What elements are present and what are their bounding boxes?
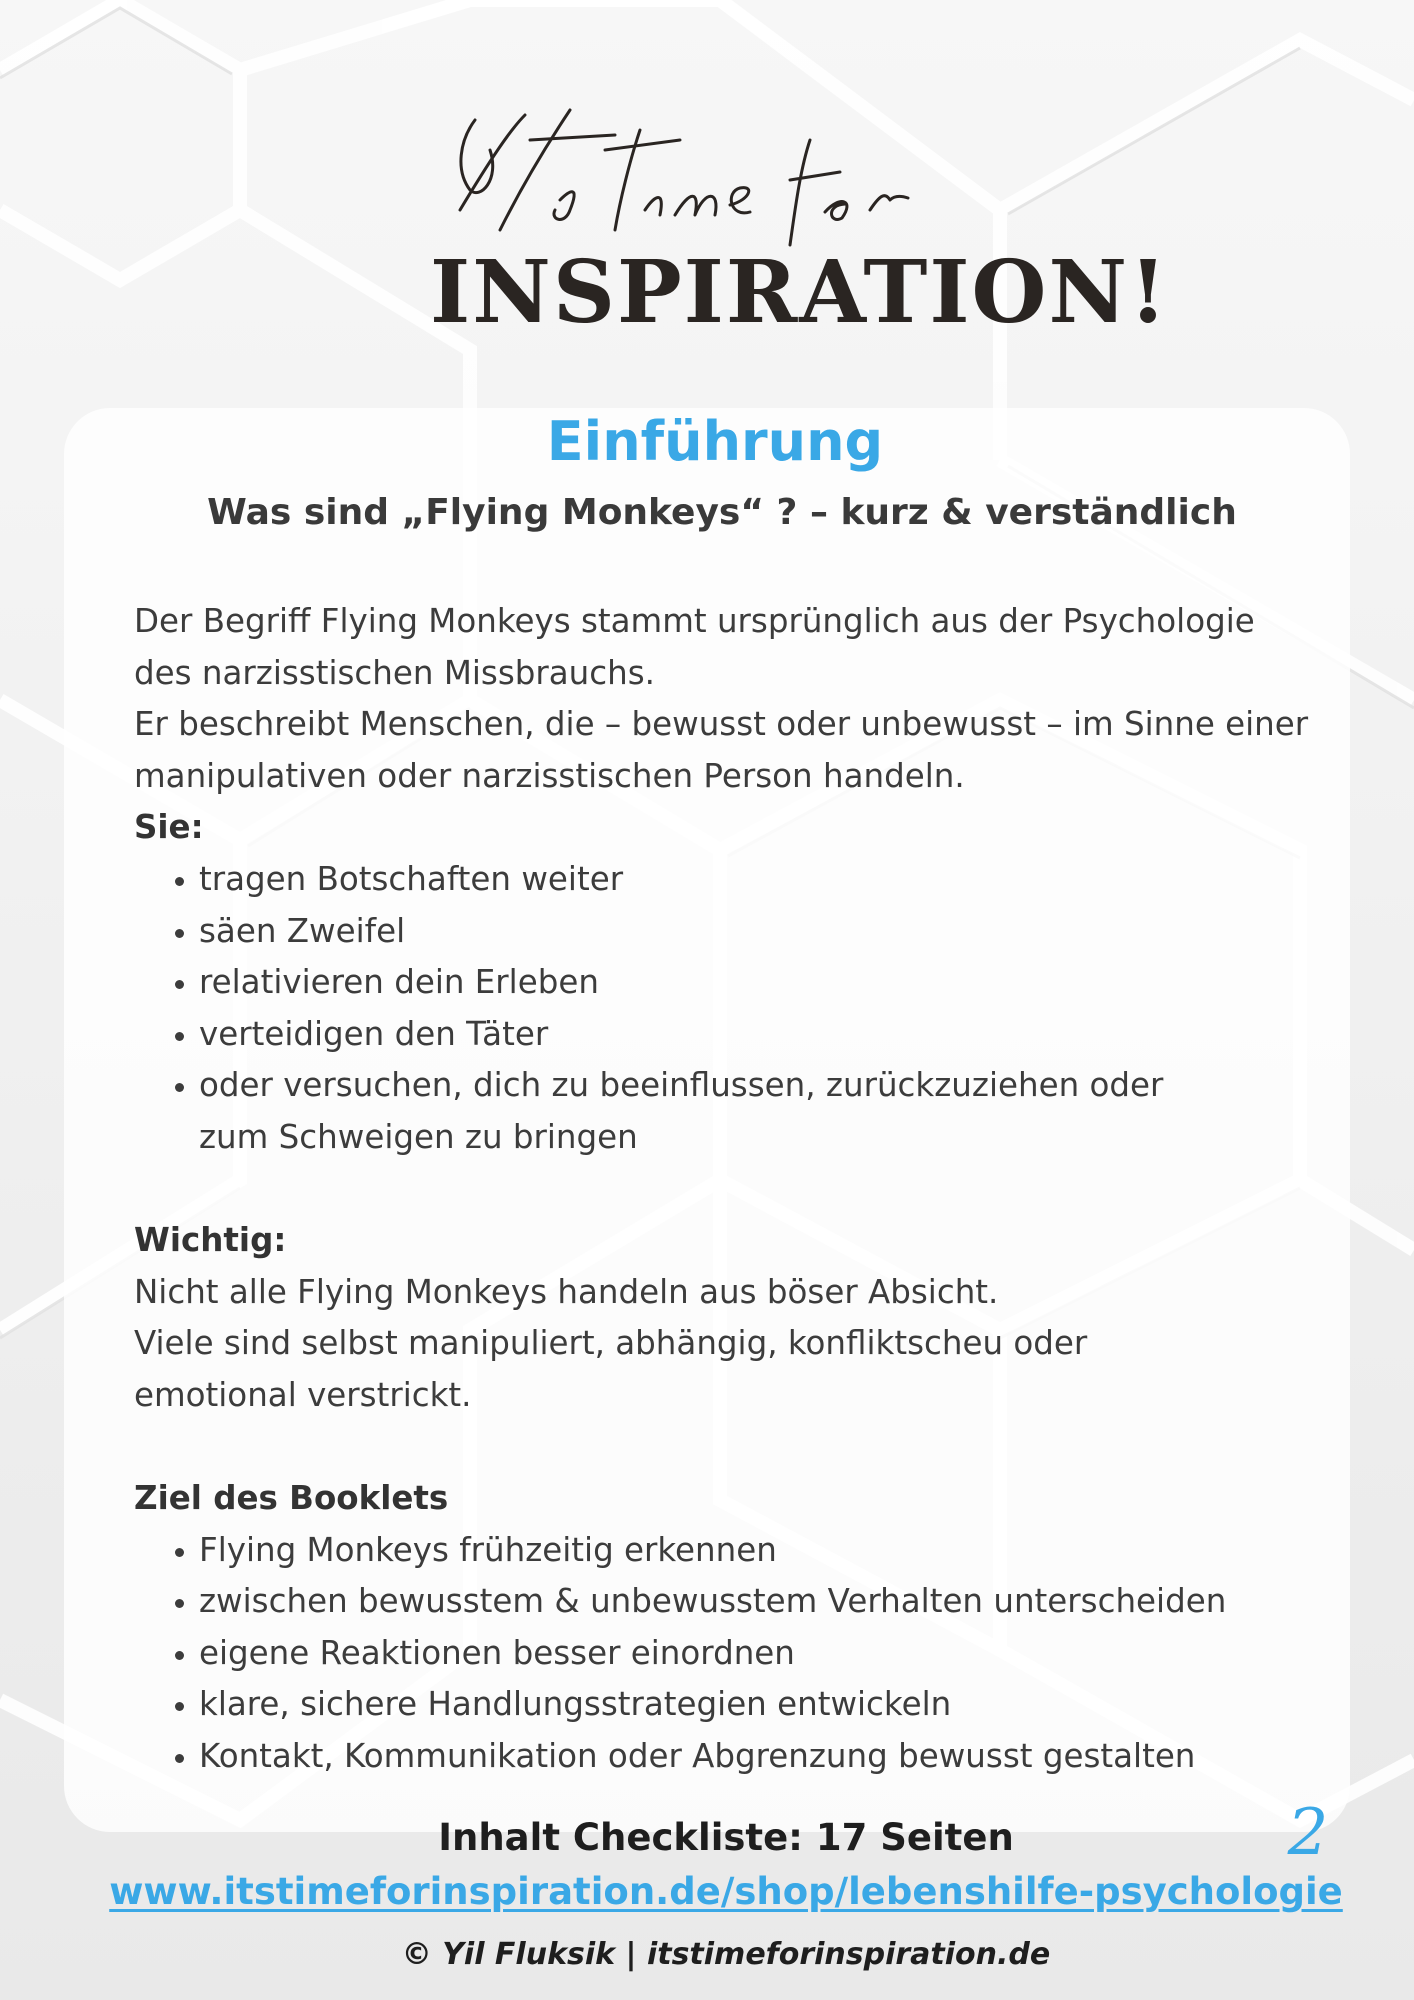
logo xyxy=(430,100,1169,350)
section-subheading: Was sind „Flying Monkeys“ ? – kurz & verständlich xyxy=(207,492,1237,533)
intro-content xyxy=(134,596,1334,1783)
sie-label: Sie: xyxy=(134,808,204,847)
sie-list xyxy=(134,854,1334,1164)
section-heading: Einführung xyxy=(546,410,884,473)
list-item: • tragen Botschaften weiter xyxy=(199,854,1334,906)
wichtig-label: Wichtig: xyxy=(134,1221,287,1260)
paragraph-line: manipulativen oder narzisstischen Person handeln. xyxy=(134,756,965,795)
paragraph-line: des narzisstischen Missbrauchs. xyxy=(134,653,655,692)
paragraph-line: Der Begriff Flying Monkeys stammt ursprünglich aus der Psychologie xyxy=(134,602,1255,640)
list-item: • verteidigen den Täter xyxy=(199,1009,1334,1061)
ziel-label: Ziel des Booklets xyxy=(134,1479,449,1518)
shop-link[interactable]: www.itstimeforinspiration.de/shop/lebenshilfe-psychologie xyxy=(109,1870,1343,1913)
list-item: • Kontakt, Kommunikation oder Abgrenzung bewusst gestalten xyxy=(199,1731,1334,1783)
copyright: © Yil Fluksik | itstimeforinspiration.de xyxy=(401,1937,1051,1972)
list-item: • zwischen bewusstem & unbewusstem Verhalten unterscheiden xyxy=(199,1576,1334,1628)
paragraph-line: Er beschreibt Menschen, die – bewusst oder unbewusst – im Sinne einer xyxy=(134,705,1309,744)
script-lettering xyxy=(430,100,1050,250)
list-item: • eigene Reaktionen besser einordnen xyxy=(199,1628,1334,1680)
wichtig-line: Viele sind selbst manipuliert, abhängig, konfliktscheu oder emotional verstrickt. xyxy=(134,1324,1088,1414)
page-number: 2 xyxy=(1287,1796,1329,1870)
list-item: • relativieren dein Erleben xyxy=(199,957,1334,1009)
list-item: • klare, sichere Handlungsstrategien entwickeln xyxy=(199,1679,1334,1731)
list-item: • Flying Monkeys frühzeitig erkennen xyxy=(199,1525,1334,1577)
list-item: • oder versuchen, dich zu beeinflussen, zurückzuziehen oder zum Schweigen zu bringen xyxy=(199,1060,1334,1163)
logo-title: INSPIRATION! xyxy=(430,242,1169,343)
ziel-list xyxy=(134,1525,1334,1783)
wichtig-line: Nicht alle Flying Monkeys handeln aus böser Absicht. xyxy=(134,1272,999,1311)
list-item: • säen Zweifel xyxy=(199,906,1334,958)
checklist-info: Inhalt Checkliste: 17 Seiten xyxy=(438,1816,1014,1859)
